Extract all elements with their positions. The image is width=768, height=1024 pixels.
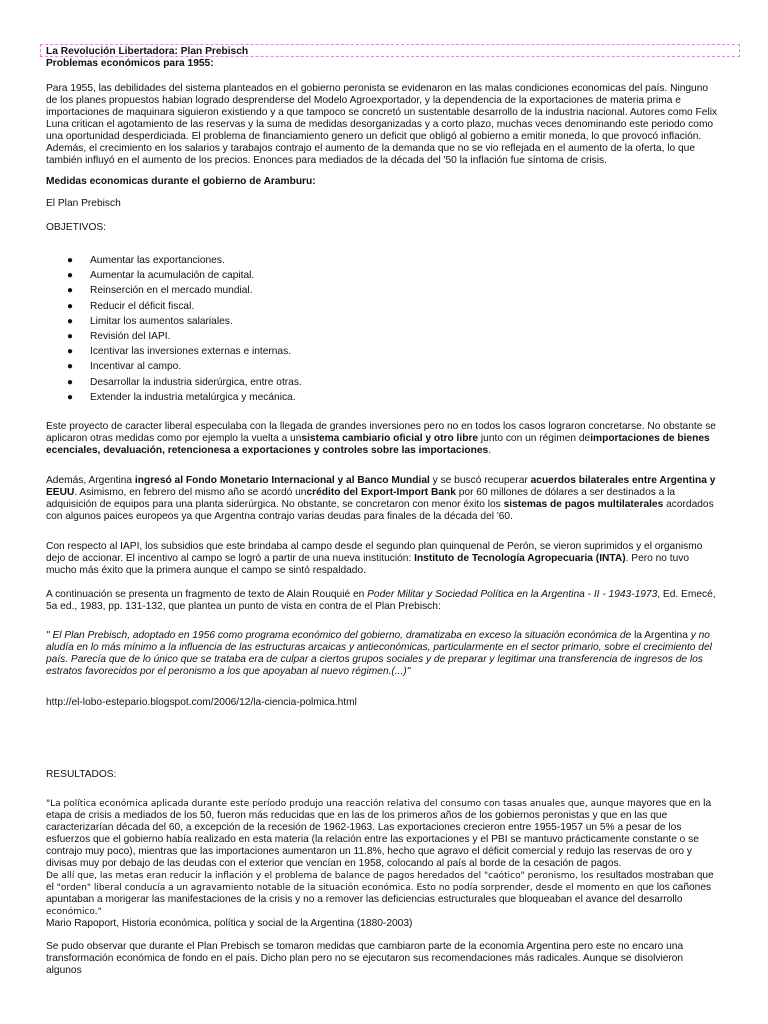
- list-item: ● Reinserción en el mercado mundial.: [67, 285, 253, 297]
- bullet-icon: ●: [67, 330, 74, 342]
- list-item: ● Desarrollar la industria siderúrgica, entre otras.: [67, 376, 302, 388]
- list-item: ● Limitar los aumentos salariales.: [67, 315, 233, 327]
- list-item: ● Revisión del IAPI.: [67, 330, 171, 342]
- bullet-icon: ●: [67, 270, 74, 282]
- paragraph-proyecto: Este proyecto de caracter liberal especulaba con la llegada de grandes inversiones pero no en todos los casos lograron concretarse. No obstante se aplicaron otras medidas como por ejemplo la vuelta a unsistema cambiario oficial y otro libre junto con un régimen deimportaciones de bienes ecenciales, devaluación, retencionesa a exportaciones y controles sobre las importaciones.: [46, 421, 716, 456]
- section-subtitle: Problemas económicos para 1955:: [46, 58, 214, 69]
- plan-label: El Plan Prebisch: [46, 198, 121, 209]
- paragraph-argentina: Además, Argentina ingresó al Fondo Monetario Internacional y al Banco Mundial y se buscó recuperar acuerdos bilaterales entre Argentina y EEUU. Asimismo, en febrero del mismo año se acordó uncrédito del Export-Import Bank por 60 millones de dólares a ser destinados a la adquisición de equipos para una planta siderúrgica. No obstante, se concretaron con menor éxito los sistemas de pagos multilaterales acordados con algunos paices europeos ya que Argentna contrajo varias deudas para finales de la década del '60.: [46, 475, 716, 522]
- paragraph-1955: Para 1955, las debilidades del sistema planteados en el gobierno peronista se evidenaron en las malas condiciones economicas del país. Ninguno de los planes propuestos habian logrado desprenderse del Modelo Agroexportador, y la dependencia de la exportaciones de materia prima e importaciones de maquinara siguieron existiendo y a que tampoco se concretó un sustentable desarrollo de la industria nacional. Autores como Felix Luna critican el agotamiento de las reservas y la suma de medidas desorganizadas y a corto plazo, muchas veces denominando este periodo como una oportunidad desperdiciada. El problema de financiamiento genero un deficit que obligó al gobierno a emitir moneda, lo que provocó inflación. Además, el crecimiento en los salarios y tarabajos contrajo el aumento de la demanda que no se vio reflejada en el aumento de la oferta, lo que también influyó en el aumento de los precios. Enonces para mediados de la década del '50 la inflación fue síntoma de crisis.: [46, 83, 718, 166]
- bullet-icon: ●: [67, 285, 74, 297]
- list-item: ● Icentivar las inversiones externas e internas.: [67, 346, 292, 358]
- rouquie-quote: " El Plan Prebisch, adoptado en 1956 como programa económico del gobierno, dramatizaba en exceso la situación económica de la Argentina y no aludía en lo más mínimo a la influencia de las estructuras arcaicas y antieconómicas, particularmente en el sector primario, sobre el crecimiento del país. Parecía que de lo único que se trataba era de culpar a ciertos grupos sociales y de preparar y legitimar una transferencia de ingresos de los estratos favorecidos por el peronismo a los que apoyaban al nuevo régimen.(...)": [46, 630, 712, 677]
- bullet-icon: ●: [67, 391, 74, 403]
- list-item: ● Aumentar las exportanciones.: [67, 255, 225, 266]
- author-line: Mario Rapoport, Historia económica, política y social de la Argentina (1880-2003): [46, 918, 413, 929]
- list-item: ● Incentivar al campo.: [67, 361, 182, 373]
- list-item: ● Reducir el déficit fiscal.: [67, 300, 195, 312]
- paragraph-final: Se pudo observar que durante el Plan Prebisch se tomaron medidas que cambiaron parte de la economía Argentina pero este no encaro una transformación económica de fondo en el país. Dicho plan pero no se ejecutaron sus recomendaciones más radicales. Aunque se disolvieron algunos: [46, 941, 684, 976]
- list-item: ● Extender la industria metalúrgica y mecánica.: [67, 391, 296, 403]
- list-item: ● Aumentar la acumulación de capital.: [67, 270, 255, 282]
- paragraph-fragmento: A continuación se presenta un fragmento de texto de Alain Rouquié en Poder Militar y Sociedad Política en la Argentina - II - 1943-1973, Ed. Emecé, 5a ed., 1983, pp. 131-132, que plantea un punto de vista en contra de el Plan Prebisch:: [46, 589, 716, 612]
- bullet-icon: ●: [67, 346, 74, 358]
- bullet-icon: ●: [67, 361, 74, 373]
- bullet-icon: ●: [67, 255, 74, 266]
- objetivos-list: [46, 255, 446, 407]
- source-link[interactable]: http://el-lobo-estepario.blogspot.com/2006/12/la-ciencia-polmica.html: [46, 697, 357, 708]
- resultados-label: RESULTADOS:: [46, 769, 117, 780]
- objetivos-label: OBJETIVOS:: [46, 222, 107, 233]
- bullet-icon: ●: [67, 376, 74, 388]
- rapoport-quote: "La política económica aplicada durante este período produjo una reacción relativa del consumo con tasas anuales que, aunque mayores que en la etapa de crisis a mediados de los 50, fueron más reducidas que en las de los primeros años de los gobiernos peronistas y que en las que caracterizarían década del 60, a excepción de la recesión de 1962-1963. Las exportaciones crecieron entre 1955-1957 un 5% a pesar de los esfuerzos que el gobierno había realizado en esta materia (la relación entre las exportaciones y el PBI se mantuvo prácticamente constante o se contrajo muy poco), mientras que las importaciones aumentaron un 11.8%, hecho que agravo el déficit comercial y redujo las reservas de oro y divisas muy por debajo de las deudas con el exterior que vencían en 1958, colocando al país al borde de la cesación de pagos. De allí que, las metas eran reducir la inflación y el problema de balance de pagos heredados del "caótico" peronismo, los resultados mostraban que el "orden" liberal conducía a un agravamiento notable de la situación económica. Esto no podía sorprender, desde el momento en que los cañones apuntaban a morigerar las manifestaciones de la crisis y no a remover las deficiencias estructurales que bloqueaban el avance del desarrollo económico.": [46, 798, 714, 917]
- bullet-icon: ●: [67, 315, 74, 327]
- heading-medidas: Medidas economicas durante el gobierno de Aramburu:: [46, 176, 316, 187]
- document-title: La Revolución Libertadora: Plan Prebisch: [46, 46, 249, 57]
- paragraph-iapi: Con respecto al IAPI, los subsidios que este brindaba al campo desde el segundo plan quinquenal de Perón, se vieron suprimidos y el organismo dejo de accionar. El incentivo al campo se logró a partir de una nueva institución: Instituto de Tecnología Agropecuaria (INTA). Pero no tuvo mucho más éxito que la primera aunque el campo se sintó respaldado.: [46, 541, 703, 576]
- bullet-icon: ●: [67, 300, 74, 312]
